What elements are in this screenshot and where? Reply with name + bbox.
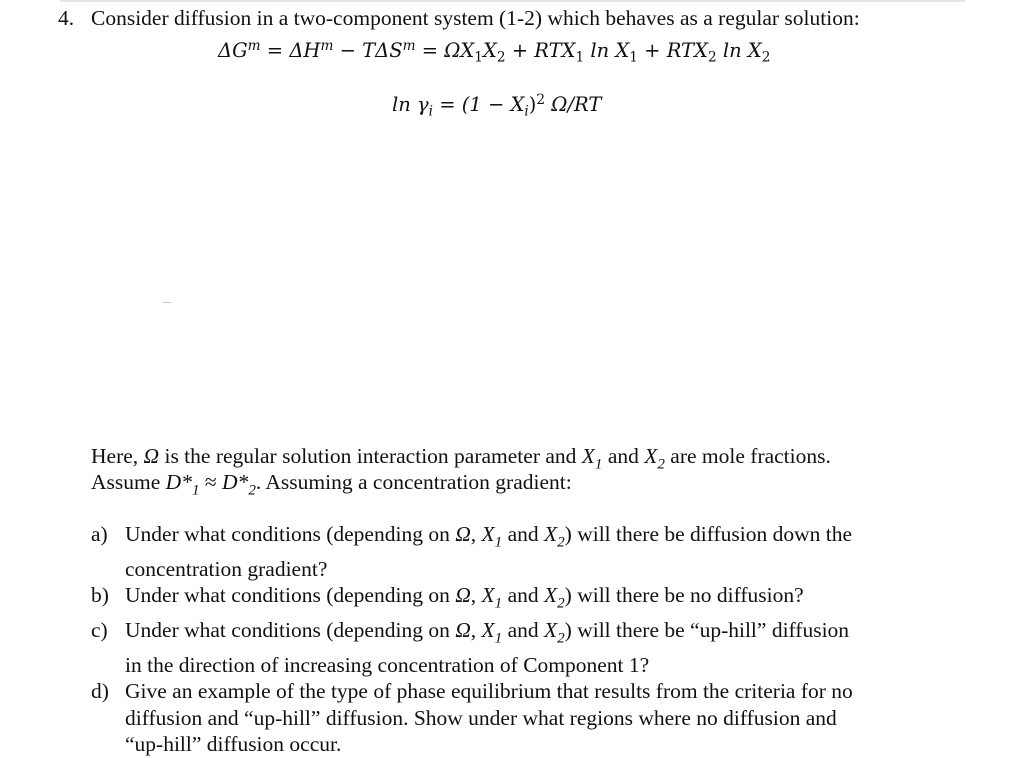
stray-mark bbox=[163, 302, 171, 303]
var-sub: 2 bbox=[657, 456, 665, 473]
eq-term: Ω/RT bbox=[545, 92, 602, 116]
text: ) will there be “up-hill” diffusion bbox=[564, 618, 850, 643]
problem-intro: Consider diffusion in a two-component system (1-2) which behaves as a regular solution: bbox=[91, 6, 860, 30]
question-line bbox=[125, 582, 971, 617]
eq-sup: m bbox=[320, 38, 334, 54]
question-label: d) bbox=[91, 679, 109, 704]
eq-sub: 1 bbox=[474, 49, 483, 66]
question-line: Give an example of the type of phase equilibrium that results from the criteria for no bbox=[125, 679, 853, 704]
var: X bbox=[481, 522, 495, 546]
omega-symbol: Ω bbox=[455, 583, 471, 608]
text: Under what conditions (depending on bbox=[125, 618, 456, 643]
question-text bbox=[125, 678, 971, 758]
question-label: b) bbox=[91, 583, 109, 608]
var-sub: 1 bbox=[191, 482, 200, 499]
text: , bbox=[470, 618, 482, 643]
eq-sup: m bbox=[402, 38, 416, 54]
var: X bbox=[581, 444, 595, 468]
eq-term: = ΩX bbox=[415, 38, 475, 62]
omega-symbol: Ω bbox=[143, 444, 160, 468]
var: X bbox=[644, 444, 658, 468]
eq-term: = (1 − X bbox=[433, 92, 525, 116]
question-text bbox=[125, 521, 971, 582]
text: ≈ bbox=[199, 470, 223, 494]
eq-sup: m bbox=[247, 38, 261, 54]
question-line: concentration gradient? bbox=[125, 556, 328, 581]
eq-term: + RTX bbox=[505, 38, 576, 62]
eq-sub: 2 bbox=[707, 49, 717, 66]
eq-term: ln γ bbox=[392, 92, 429, 116]
eq-term: + RTX bbox=[637, 38, 708, 62]
var-sub: 2 bbox=[248, 482, 256, 499]
problem-number: 4. bbox=[58, 6, 75, 30]
question-c bbox=[91, 617, 971, 678]
eq-sub: 2 bbox=[496, 49, 506, 66]
var-sub: 2 bbox=[557, 630, 565, 647]
eq-term: ΔG bbox=[218, 38, 248, 62]
eq-term: ) bbox=[528, 92, 537, 116]
question-line: in the direction of increasing concentration of Component 1? bbox=[125, 652, 650, 677]
text: and bbox=[602, 444, 645, 468]
question-text bbox=[125, 582, 971, 617]
text: is the regular solution interaction parameter and bbox=[159, 444, 582, 468]
text: , bbox=[470, 583, 482, 608]
text: and bbox=[502, 618, 544, 643]
assumption-line bbox=[91, 469, 572, 503]
question-label: c) bbox=[91, 618, 108, 643]
eq-sub: 2 bbox=[761, 49, 771, 66]
question-label: a) bbox=[91, 522, 108, 546]
omega-symbol: Ω bbox=[455, 618, 471, 643]
activity-coefficient-equation bbox=[392, 86, 601, 126]
var-sub: 1 bbox=[494, 534, 503, 551]
text: . Assuming a concentration gradient: bbox=[255, 470, 572, 494]
question-list bbox=[91, 521, 971, 758]
gibbs-energy-equation bbox=[218, 32, 770, 72]
text: Under what conditions (depending on bbox=[125, 583, 456, 608]
eq-term: X bbox=[482, 38, 497, 62]
var: D* bbox=[165, 470, 192, 494]
text: and bbox=[502, 522, 544, 546]
text: Assume bbox=[91, 470, 166, 494]
text: and bbox=[502, 583, 544, 608]
eq-term: = ΔH bbox=[260, 38, 321, 62]
text: Under what conditions (depending on bbox=[125, 522, 456, 546]
question-a bbox=[91, 521, 971, 582]
question-line: diffusion and “up-hill” diffusion. Show under what regions where no diffusion and bbox=[125, 705, 837, 730]
question-line bbox=[125, 617, 971, 652]
question-line: “up-hill” diffusion occur. bbox=[125, 732, 342, 757]
var: X bbox=[481, 618, 495, 643]
omega-symbol: Ω bbox=[455, 522, 471, 546]
eq-sub: 1 bbox=[629, 49, 638, 66]
var-sub: 2 bbox=[557, 595, 565, 612]
var: X bbox=[543, 522, 558, 546]
eq-sup: 2 bbox=[536, 92, 546, 108]
eq-sub: i bbox=[524, 103, 529, 120]
text: , bbox=[470, 522, 482, 546]
text: ) will there be no diffusion? bbox=[564, 583, 804, 608]
var-sub: 1 bbox=[494, 595, 503, 612]
page-top-rule bbox=[60, 0, 965, 2]
eq-sub: 1 bbox=[575, 49, 585, 66]
question-d bbox=[91, 678, 971, 758]
var: X bbox=[543, 618, 558, 643]
eq-sub: i bbox=[428, 103, 434, 120]
problem-statement bbox=[58, 4, 860, 32]
var: D* bbox=[222, 470, 249, 494]
var: X bbox=[481, 583, 495, 608]
eq-term: ln X bbox=[716, 38, 762, 62]
question-text bbox=[125, 617, 971, 678]
var-sub: 2 bbox=[557, 534, 565, 551]
text: Here, bbox=[91, 444, 144, 468]
text: are mole fractions. bbox=[664, 444, 831, 468]
question-line bbox=[125, 521, 971, 556]
text: ) will there be diffusion down the bbox=[564, 522, 853, 546]
var-sub: 1 bbox=[494, 630, 503, 647]
var: X bbox=[543, 583, 558, 608]
eq-term: − TΔS bbox=[333, 38, 403, 62]
question-b bbox=[91, 582, 971, 617]
eq-term: ln X bbox=[584, 38, 630, 62]
var-sub: 1 bbox=[594, 456, 603, 473]
